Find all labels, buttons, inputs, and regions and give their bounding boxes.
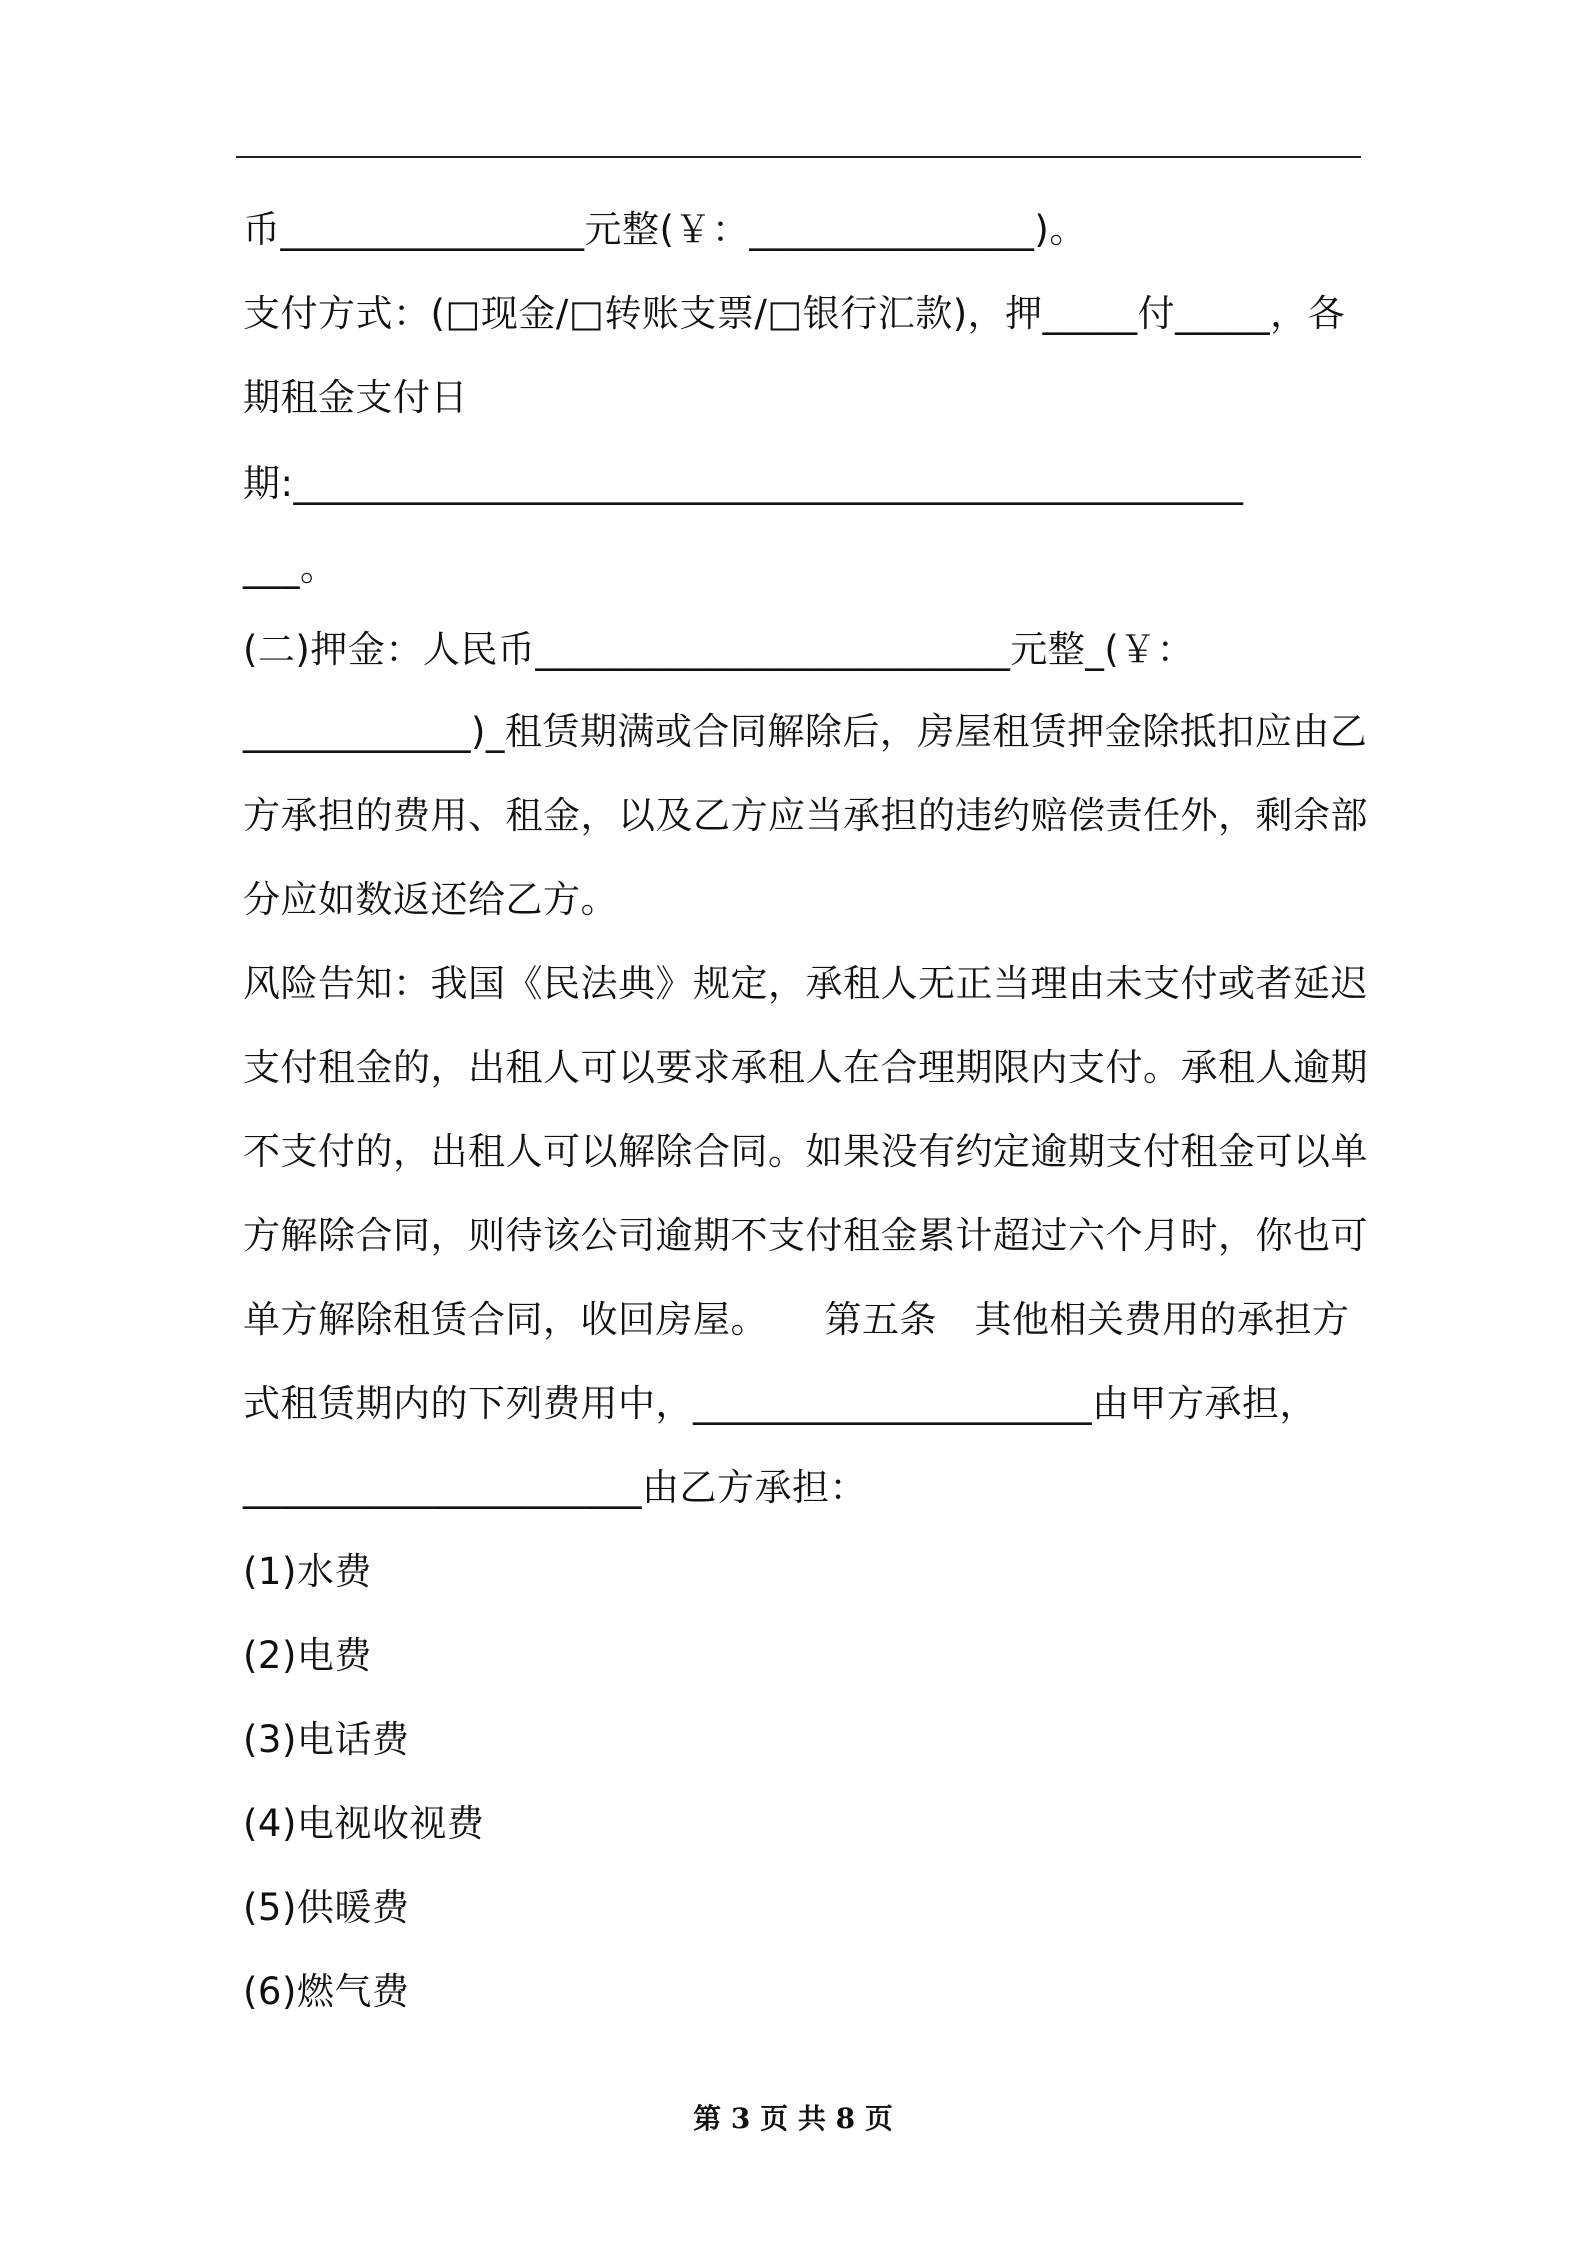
line-risk-1: 风险告知：我国《民法典》规定，承租人无正当理由未支付或者延迟 [243, 962, 1368, 1005]
line-rent-amount: 币________________元整(￥：_______________)。 [243, 208, 1087, 251]
line-payment-date-blank: 期:__________________________________________________ [243, 462, 1244, 505]
line-article-5-text-2: _____________________由乙方承担： [243, 1466, 867, 1509]
line-payment-date-label: 期租金支付日 [243, 376, 468, 419]
page-number-footer: 第 3 页 共 8 页 [693, 2102, 893, 2135]
line-risk-3: 不支付的，出租人可以解除合同。如果没有约定逾期支付租金可以单 [243, 1130, 1368, 1173]
list-item-tv: (4)电视收视费 [243, 1802, 485, 1845]
list-item-gas: (6)燃气费 [243, 1970, 410, 2013]
line-risk-2: 支付租金的，出租人可以要求承租人在合理期限内支付。承租人逾期 [243, 1046, 1368, 1089]
line-payment-method: 支付方式：(□现金/□转账支票/□银行汇款)，押_____付_____，各 [243, 292, 1346, 335]
list-item-water: (1)水费 [243, 1550, 372, 1593]
line-deposit-text-2: 方承担的费用、租金，以及乙方应当承担的违约赔偿责任外，剩余部 [243, 794, 1368, 837]
line-article-5-text-1: 式租赁期内的下列费用中，_____________________由甲方承担， [243, 1382, 1317, 1425]
line-payment-date-end: ___。 [243, 546, 338, 589]
line-risk-4: 方解除合同，则待该公司逾期不支付租金累计超过六个月时，你也可 [243, 1214, 1368, 1257]
list-item-electricity: (2)电费 [243, 1634, 372, 1677]
line-article-5-title: 单方解除租赁合同，收回房屋。 第五条 其他相关费用的承担方 [243, 1298, 1350, 1341]
line-deposit-text-3: 分应如数返还给乙方。 [243, 878, 618, 921]
line-deposit-title: (二)押金：人民币_________________________元整_(￥： [243, 628, 1195, 671]
list-item-telephone: (3)电话费 [243, 1718, 410, 1761]
line-deposit-text-1: ____________)_租赁期满或合同解除后，房屋租赁押金除抵扣应由乙 [243, 710, 1368, 753]
list-item-heating: (5)供暖费 [243, 1886, 410, 1929]
header-rule [236, 156, 1361, 158]
